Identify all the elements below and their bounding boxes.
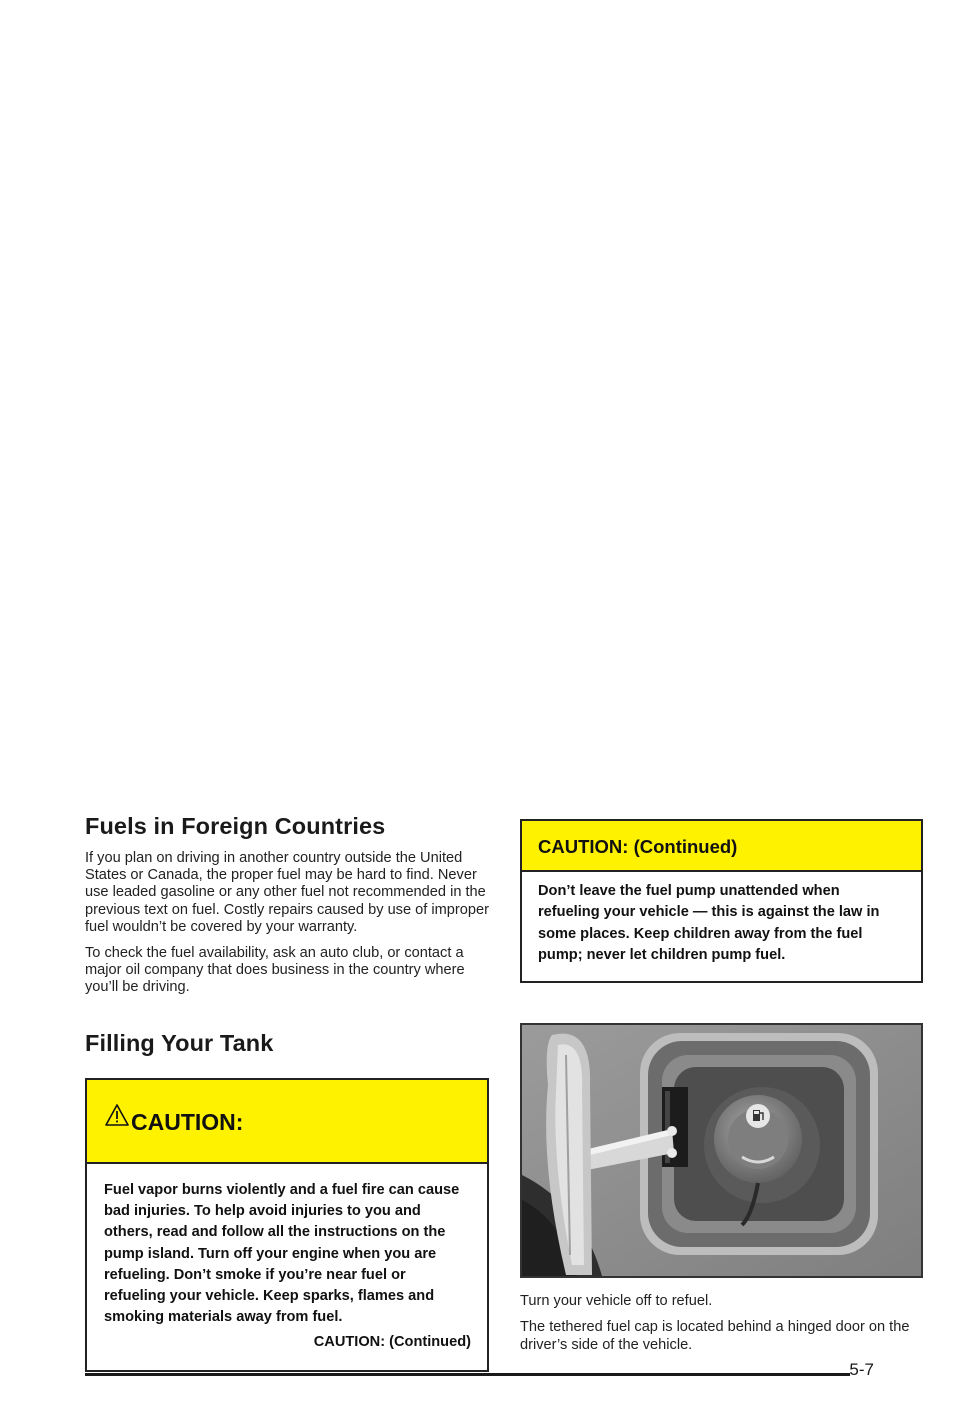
- left-column: [85, 810, 489, 1372]
- continued-caution-header: [522, 821, 921, 872]
- caution-title: CAUTION:: [131, 1108, 244, 1135]
- foreign-paragraph-2: To check the fuel availability, ask an auto club, or contact a major oil company that does business in the country where you’ll be driving.: [85, 945, 465, 996]
- warning-triangle-icon: [105, 1104, 129, 1126]
- fuel-door-photo: [520, 1023, 923, 1278]
- page-number: 5-7: [849, 1360, 874, 1379]
- heading-fuels-foreign: Fuels in Foreign Countries: [85, 813, 386, 839]
- refuel-paragraph-1: Turn your vehicle off to refuel.: [520, 1293, 713, 1310]
- refuel-paragraph-2: The tethered fuel cap is located behind a hinged door on the driver’s side of the vehicle.: [520, 1319, 910, 1353]
- continued-caution-body: [522, 872, 921, 981]
- footer-rule: [85, 1373, 850, 1376]
- fuel-door-illustration: [522, 1025, 921, 1276]
- continued-caution-title: CAUTION: (Continued): [538, 836, 738, 857]
- right-column: [520, 819, 923, 1354]
- caution-body: [87, 1164, 487, 1370]
- caution-text: Fuel vapor burns violently and a fuel fire can cause bad injuries. To help avoid injuries to you and others, read and follow all the instructions on the pump island. Turn off your engine when you are refueling. Don’t smoke if you’re near fuel or refueling your vehicle. Keep sparks, flames and smoking materials away from fuel.: [104, 1181, 460, 1326]
- heading-filling-tank: Filling Your Tank: [85, 1029, 274, 1056]
- caution-continued-label: CAUTION: (Continued): [313, 1333, 471, 1350]
- caution-box: [85, 1078, 489, 1372]
- continued-caution-text: Don’t leave the fuel pump unattended when refueling your vehicle — this is against the law in some places. Keep children away from the fuel pump; never let children pump fuel.: [538, 883, 880, 963]
- caution-header: [87, 1080, 487, 1164]
- foreign-paragraph-1: If you plan on driving in another country outside the United States or Canada, the proper fuel may be hard to find. Never use leaded gasoline or any other fuel not recommended in the previous text on fuel. Costly repairs caused by use of improper fuel wouldn’t be covered by your warranty.: [85, 850, 489, 935]
- fuel-pump-icon: [746, 1104, 770, 1128]
- after-photo-text: [520, 1293, 923, 1354]
- continued-caution-box: [520, 819, 923, 983]
